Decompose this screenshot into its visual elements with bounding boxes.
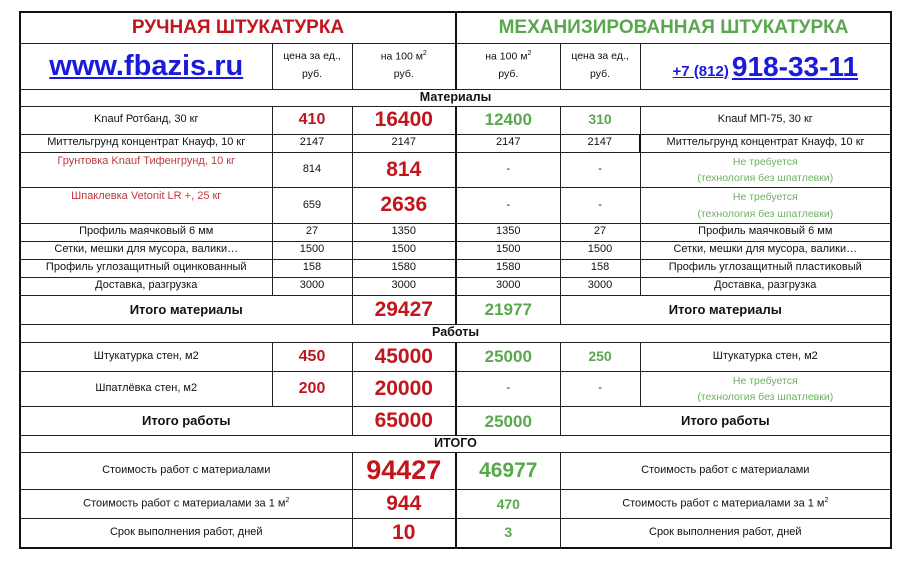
- table-row: [20, 106, 891, 134]
- total-cost-mech: 46977: [456, 453, 560, 490]
- total-row: [20, 490, 891, 519]
- unit-price-manual: 450: [272, 342, 352, 371]
- unit-price-mech: 158: [560, 259, 640, 277]
- material-name-mech: Профиль маячковый 6 мм: [640, 223, 891, 241]
- table-row: [20, 277, 891, 295]
- material-name-manual: Шпаклевка Vetonit LR +, 25 кг: [20, 188, 272, 224]
- works-total-mech: 25000: [456, 407, 560, 436]
- per100-manual: 1500: [352, 241, 456, 259]
- per100-mech: 1350: [456, 223, 560, 241]
- works-total-manual: 65000: [352, 407, 456, 436]
- per100-mech: 25000: [456, 342, 560, 371]
- per100-mech: 2147: [456, 134, 560, 152]
- mech-title: МЕХАНИЗИРОВАННАЯ ШТУКАТУРКА: [456, 12, 891, 43]
- per100-mech: -: [456, 371, 560, 407]
- material-name-mech: Knauf МП-75, 30 кг: [640, 106, 891, 134]
- unit-price-mech: 2147: [560, 134, 640, 152]
- per100-mech: 12400: [456, 106, 560, 134]
- material-name-mech: Профиль углозащитный пластиковый: [640, 259, 891, 277]
- table-row: [20, 188, 891, 224]
- unit-price-mech: 27: [560, 223, 640, 241]
- per100-mech: -: [456, 188, 560, 224]
- col-per100-mech: на 100 $м^2$ руб.: [456, 43, 560, 89]
- per100-manual: 16400: [352, 106, 456, 134]
- col-unit-price-mech: цена за ед., руб.: [560, 43, 640, 89]
- unit-price-mech: 3000: [560, 277, 640, 295]
- material-name-manual: Knauf Ротбанд, 30 кг: [20, 106, 272, 134]
- per100-manual: 3000: [352, 277, 456, 295]
- material-name-manual: Сетки, мешки для мусора, валики…: [20, 241, 272, 259]
- materials-total-label-manual: Итого материалы: [20, 295, 352, 324]
- material-name-manual: Миттельгрунд концентрат Кнауф, 10 кг: [20, 134, 272, 152]
- section-materials: Материалы: [20, 89, 891, 106]
- table-row: [20, 152, 891, 188]
- unit-price-mech: -: [560, 188, 640, 224]
- unit-price-manual: 3000: [272, 277, 352, 295]
- total-label-manual: Срок выполнения работ, дней: [20, 519, 352, 548]
- unit-price-manual: 659: [272, 188, 352, 224]
- table-row: [20, 259, 891, 277]
- not-required-note: Не требуется (технология без шпатлевки): [640, 188, 891, 224]
- total-label-manual: Стоимость работ с материалами: [20, 453, 352, 490]
- col-unit-price-manual: цена за ед., руб.: [272, 43, 352, 89]
- unit-price-manual: 158: [272, 259, 352, 277]
- material-name-mech: Миттельгрунд концентрат Кнауф, 10 кг: [640, 134, 891, 152]
- unit-price-mech: -: [560, 371, 640, 407]
- per100-manual: 1350: [352, 223, 456, 241]
- unit-price-manual: 2147: [272, 134, 352, 152]
- unit-price-manual: 27: [272, 223, 352, 241]
- website-link[interactable]: www.fbazis.ru: [49, 49, 244, 82]
- material-name-manual: Грунтовка Knauf Тифенгрунд, 10 кг: [20, 152, 272, 188]
- duration-mech: 3: [456, 519, 560, 548]
- total-label-manual: Стоимость работ с материалами за 1 $м^2$: [20, 490, 352, 519]
- material-name-mech: Доставка, разгрузка: [640, 277, 891, 295]
- unit-price-mech: 310: [560, 106, 640, 134]
- per100-mech: -: [456, 152, 560, 188]
- col-per100-manual: на 100 $м^2$ руб.: [352, 43, 456, 89]
- unit-price-manual: 814: [272, 152, 352, 188]
- manual-title: РУЧНАЯ ШТУКАТУРКА: [20, 12, 456, 43]
- table-row: [20, 371, 891, 407]
- work-name-mech: Штукатурка стен, м2: [640, 342, 891, 371]
- phone-prefix[interactable]: +7 (812): [672, 62, 729, 80]
- table-row: [20, 342, 891, 371]
- total-row: [20, 453, 891, 490]
- works-total-label-mech: Итого работы: [560, 407, 891, 436]
- materials-total-row: [20, 295, 891, 324]
- materials-total-mech: 21977: [456, 295, 560, 324]
- unit-price-mech: 1500: [560, 241, 640, 259]
- per100-mech: 1580: [456, 259, 560, 277]
- unit-price-mech: 250: [560, 342, 640, 371]
- unit-price-manual: 1500: [272, 241, 352, 259]
- total-row: [20, 519, 891, 548]
- total-label-mech: Стоимость работ с материалами за 1 $м^2$: [560, 490, 891, 519]
- website-cell: [20, 43, 272, 89]
- per100-mech: 1500: [456, 241, 560, 259]
- phone-number[interactable]: 918-33-11: [731, 50, 859, 82]
- total-cost-manual: 94427: [352, 453, 456, 490]
- section-total: ИТОГО: [20, 436, 891, 453]
- works-total-label-manual: Итого работы: [20, 407, 352, 436]
- cost-per-m2-mech: 470: [456, 490, 560, 519]
- material-name-manual: Доставка, разгрузка: [20, 277, 272, 295]
- work-name-manual: Штукатурка стен, м2: [20, 342, 272, 371]
- per100-manual: 45000: [352, 342, 456, 371]
- total-label-mech: Стоимость работ с материалами: [560, 453, 891, 490]
- materials-total-manual: 29427: [352, 295, 456, 324]
- unit-price-manual: 410: [272, 106, 352, 134]
- price-comparison-table: [19, 11, 892, 549]
- table-row: [20, 134, 891, 152]
- unit-price-manual: 200: [272, 371, 352, 407]
- work-name-manual: Шпатлёвка стен, м2: [20, 371, 272, 407]
- per100-manual: 2147: [352, 134, 456, 152]
- per100-manual: 20000: [352, 371, 456, 407]
- table-row: [20, 223, 891, 241]
- materials-total-label-mech: Итого материалы: [560, 295, 891, 324]
- duration-manual: 10: [352, 519, 456, 548]
- total-label-mech: Срок выполнения работ, дней: [560, 519, 891, 548]
- table-row: [20, 241, 891, 259]
- per100-manual: 2636: [352, 188, 456, 224]
- material-name-manual: Профиль углозащитный оцинкованный: [20, 259, 272, 277]
- section-works: Работы: [20, 324, 891, 342]
- per100-manual: 814: [352, 152, 456, 188]
- material-name-mech: Сетки, мешки для мусора, валики…: [640, 241, 891, 259]
- per100-manual: 1580: [352, 259, 456, 277]
- material-name-manual: Профиль маячковый 6 мм: [20, 223, 272, 241]
- phone-cell: [640, 43, 891, 89]
- not-required-note: Не требуется (технология без шпатлевки): [640, 371, 891, 407]
- works-total-row: [20, 407, 891, 436]
- not-required-note: Не требуется (технология без шпатлевки): [640, 152, 891, 188]
- cost-per-m2-manual: 944: [352, 490, 456, 519]
- per100-mech: 3000: [456, 277, 560, 295]
- unit-price-mech: -: [560, 152, 640, 188]
